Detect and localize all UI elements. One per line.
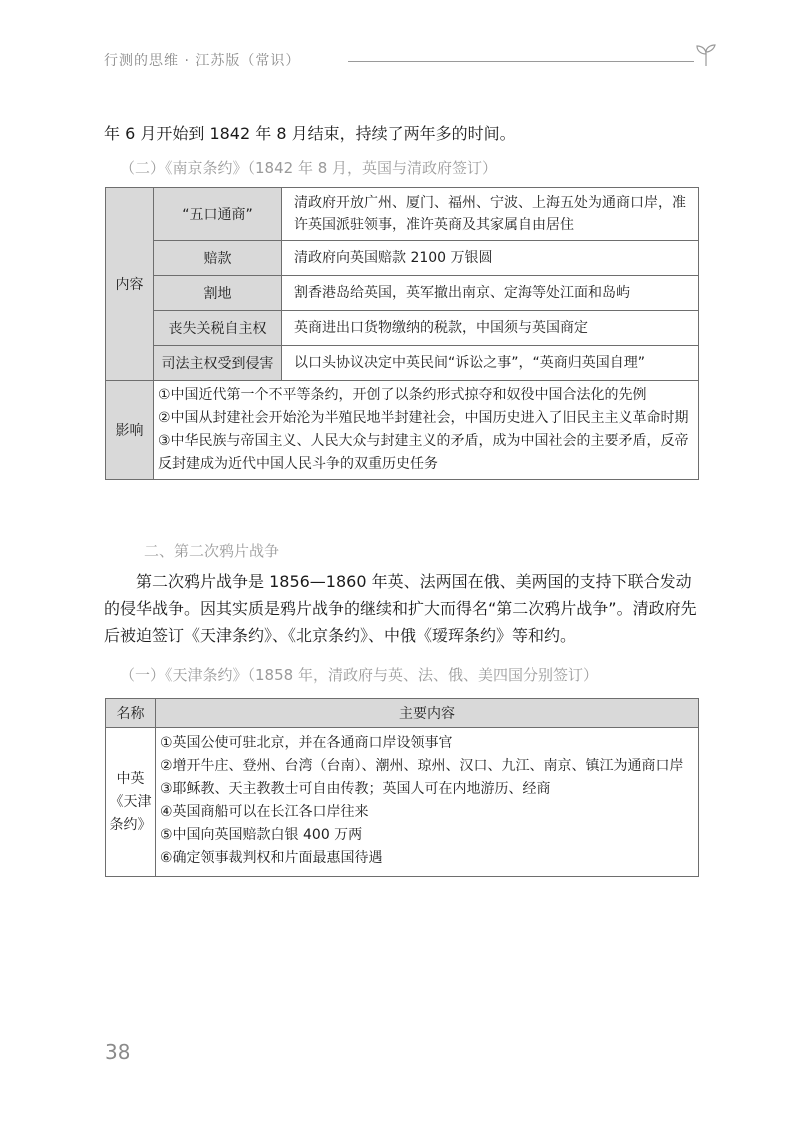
- nanjing-subtitle: （二）《南京条约》（1842 年 8 月，英国与清政府签订）: [120, 159, 498, 177]
- column-header-content: 主要内容: [156, 699, 699, 728]
- list-item: ①英国公使可驻北京，并在各通商口岸设领事官: [160, 735, 453, 751]
- item-cell: 赔款: [154, 241, 282, 276]
- header-title: 行测的思维 · 江苏版（常识）: [104, 53, 301, 69]
- treaty-name-line: 《天津: [109, 793, 152, 810]
- list-item: ④英国商船可以在长江各口岸往来: [160, 804, 369, 820]
- item-cell: 丧失关税自主权: [154, 311, 282, 346]
- table-row: [106, 241, 699, 276]
- item-cell: 司法主权受到侵害: [154, 346, 282, 381]
- treaty-name-line: 中英: [116, 770, 145, 787]
- impact-item: ③中华民族与帝国主义、人民大众与封建主义的矛盾，成为中国社会的主要矛盾，反帝反封建成为近代中国人民斗争的双重历史任务: [158, 433, 689, 472]
- column-header-name: 名称: [106, 699, 156, 728]
- desc-cell: 英商进出口货物缴纳的税款，中国须与英国商定: [282, 311, 699, 346]
- table-row: [106, 311, 699, 346]
- list-item: ②增开牛庄、登州、台湾（台南）、潮州、琼州、汉口、九江、南京、镇江为通商口岸: [160, 758, 684, 774]
- content-label: 内容: [106, 188, 154, 381]
- impact-item: ①中国近代第一个不平等条约，开创了以条约形式掠夺和奴役中国合法化的先例: [158, 387, 647, 403]
- impact-label: 影响: [106, 381, 154, 480]
- treaty-content-cell: [156, 728, 699, 877]
- desc-cell: 清政府向英国赔款 2100 万银圆: [282, 241, 699, 276]
- table-row: [106, 728, 699, 877]
- treaty-name-line: 条约》: [109, 816, 152, 833]
- treaty-name-cell: [106, 728, 156, 877]
- table-row: [106, 276, 699, 311]
- list-item: ③耶稣教、天主教教士可自由传教；英国人可在内地游历、经商: [160, 781, 551, 797]
- item-cell: “五口通商”: [154, 188, 282, 241]
- table-row: [106, 346, 699, 381]
- desc-cell: 清政府开放广州、厦门、福州、宁波、上海五处为通商口岸，准许英国派驻领事，准许英商及其家属自由居住: [282, 188, 699, 241]
- table-row: [106, 381, 699, 480]
- second-war-paragraph: 第二次鸦片战争是 1856—1860 年英、法两国在俄、美两国的支持下联合发动的侵华战争。因其实质是鸦片战争的继续和扩大而得名“第二次鸦片战争”。清政府先后被迫签订《天津条约》、《北京条约》、中俄《瑷珲条约》等和约。: [104, 572, 697, 645]
- intro-text: 年 6 月开始到 1842 年 8 月结束，持续了两年多的时间。: [104, 124, 516, 143]
- desc-cell: 割香港岛给英国，英军撤出南京、定海等处江面和岛屿: [282, 276, 699, 311]
- tianjin-subtitle: （一）《天津条约》（1858 年，清政府与英、法、俄、美四国分别签订）: [120, 666, 598, 684]
- page-number: 38: [105, 1040, 131, 1064]
- desc-cell: 以口头协议决定中英民间“诉讼之事”，“英商归英国自理”: [282, 346, 699, 381]
- table-header-row: [106, 699, 699, 728]
- sprout-icon: [692, 40, 720, 68]
- tianjin-treaty-table: [105, 698, 699, 877]
- nanjing-treaty-table: [105, 187, 699, 480]
- item-cell: 割地: [154, 276, 282, 311]
- table-row: [106, 188, 699, 241]
- header-rule: [348, 61, 694, 62]
- section-heading: 二、第二次鸦片战争: [144, 542, 280, 560]
- impact-cell: [154, 381, 699, 480]
- impact-item: ②中国从封建社会开始沦为半殖民地半封建社会，中国历史进入了旧民主主义革命时期: [158, 410, 689, 426]
- list-item: ⑤中国向英国赔款白银 400 万两: [160, 827, 363, 843]
- page-header: [100, 48, 720, 72]
- list-item: ⑥确定领事裁判权和片面最惠国待遇: [160, 850, 383, 866]
